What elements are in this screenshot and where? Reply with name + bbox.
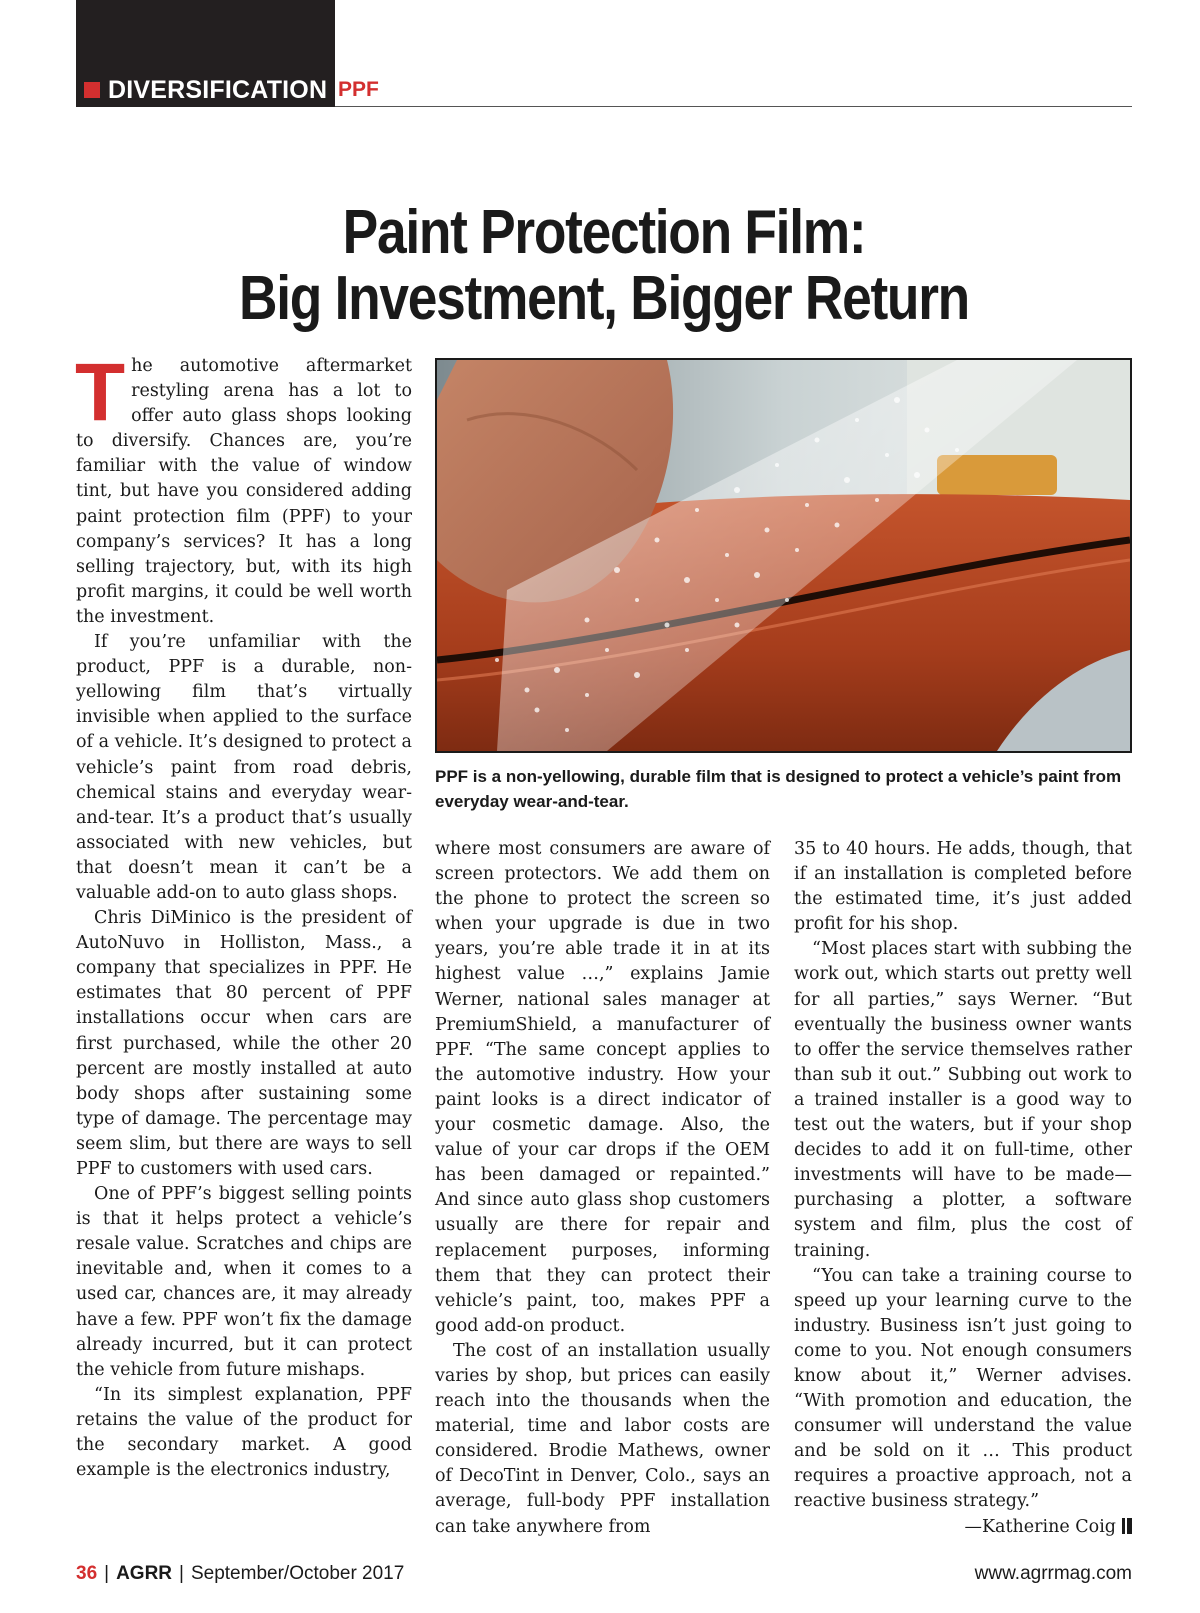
drop-cap: T: [75, 347, 126, 438]
paragraph-5-continued: where most consumers are aware of screen protectors. We add them on the phone to protect the screen so when your upgrade is due in two years, you’re able trade it in at its highest value …,” explains Jamie Werner, national sales manager at PremiumShield, a manufacturer of PPF. “The same concept applies to the automotive industry. How your paint looks is a direct indicator of your cosmetic damage. Also, the value of your car drops if the OEM has been damaged or repainted.” And since auto glass shop customers usually are there for repair and replacement purposes, informing them that they can protect their vehicle’s paint, too, makes PPF a good add-on product.: [435, 839, 770, 1336]
issue-date: September/October 2017: [190, 1563, 405, 1584]
paragraph-8: “You can take a training course to speed up your learning curve to the industry. Business isn’t just going to come to you. Not enough consumers know about it,” Werner advises. “With promotion and education, the consumer will understand the value and be sold on it … This product requires a proactive approach, not a reactive business strategy.”: [794, 1265, 1132, 1512]
paragraph-5-start: “In its simplest explanation, PPF retains the value of the product for the secondary market. A good example is the electronics industry,: [76, 1384, 412, 1481]
paragraph-1-text: he automotive aftermarket restyling arena has a lot to offer auto glass shops looking to diversify. Chances are, you’re familiar with the value of window tint, but have you considered adding paint protection film (PPF) to your company’s services? It has a long selling trajectory, but, with its high profit margins, it could be well worth the investment.: [76, 356, 412, 627]
section-tag: [84, 74, 327, 106]
paragraph-7: “Most places start with subbing the work out, which starts out pretty well for all parties,” says Werner. “But eventually the business owner wants to offer the service themselves rather than sub it out.” Subbing out work to a trained installer is a good way to test out the waters, but if your shop decides to add it on full-time, other investments will have to be made—purchasing a plotter, a software system and film, plus the cost of training.: [794, 939, 1132, 1261]
paragraph-2: If you’re unfamiliar with the product, PPF is a durable, non-yellowing film that’s virtually invisible when applied to the surface of a vehicle. It’s designed to protect a vehicle’s paint from road debris, chemical stains and everyday wear-and-tear. It’s a product that’s usually associated with new vehicles, but that doesn’t mean it can’t be a valuable add-on to auto glass shops.: [76, 632, 412, 903]
folio-separator: |: [104, 1563, 110, 1584]
paragraph-3: Chris DiMinico is the president of AutoNuvo in Holliston, Mass., a company that specializes in PPF. He estimates that 80 percent of PPF installations occur when cars are first purchased, while the other 20 percent are mostly installed at auto body shops after sustaining some type of damage. The percentage may seem slim, but there are ways to sell PPF to customers with used cars.: [76, 908, 412, 1179]
title-line-1: Paint Protection Film:: [342, 198, 866, 267]
section-subtitle: PPF: [338, 78, 379, 101]
paragraph-6: The cost of an installation usually varies by shop, but prices can easily reach into the thousands when the material, time and labor costs are considered. Brodie Mathews, owner of DecoTint in Denver, Colo., says an average, full-body PPF installation can take anywhere from: [435, 1340, 770, 1537]
title-line-2: Big Investment, Bigger Return: [239, 264, 969, 333]
paragraph-6-continued: 35 to 40 hours. He adds, though, that if an installation is completed before the estimated time, it’s just added profit for his shop.: [794, 839, 1132, 935]
paragraph-1: [75, 347, 412, 630]
photo-caption: PPF is a non-yellowing, durable film that is designed to protect a vehicle’s paint from everyday wear-and-tear.: [435, 767, 1122, 811]
article-column-3: [794, 837, 1132, 1537]
footer-folio: [76, 1563, 404, 1585]
article-column-2: [435, 837, 770, 1537]
footer-url: www.agrrmag.com: [974, 1563, 1132, 1584]
byline-text: —Katherine Coig: [964, 1516, 1116, 1537]
ppf-application-image: [437, 360, 1130, 751]
page-number: 36: [76, 1563, 98, 1584]
byline: [794, 1515, 1132, 1540]
section-square-icon: [84, 82, 100, 98]
header-rule: [335, 106, 1132, 107]
article-title: [150, 200, 1058, 332]
article-column-1: [75, 347, 412, 1534]
folio-separator-2: |: [179, 1563, 184, 1584]
magazine-name: AGRR: [116, 1563, 173, 1584]
end-mark-icon: [1122, 1518, 1132, 1534]
paragraph-4: One of PPF’s biggest selling points is that it helps protect a vehicle’s resale value. Scratches and chips are inevitable and, when it comes to a used car, chances are, it may already have a few. PPF won’t fix the damage already incurred, but it can protect the vehicle from future mishaps.: [76, 1184, 412, 1380]
section-name: DIVERSIFICATION: [108, 75, 328, 104]
article-photo: [435, 358, 1132, 753]
